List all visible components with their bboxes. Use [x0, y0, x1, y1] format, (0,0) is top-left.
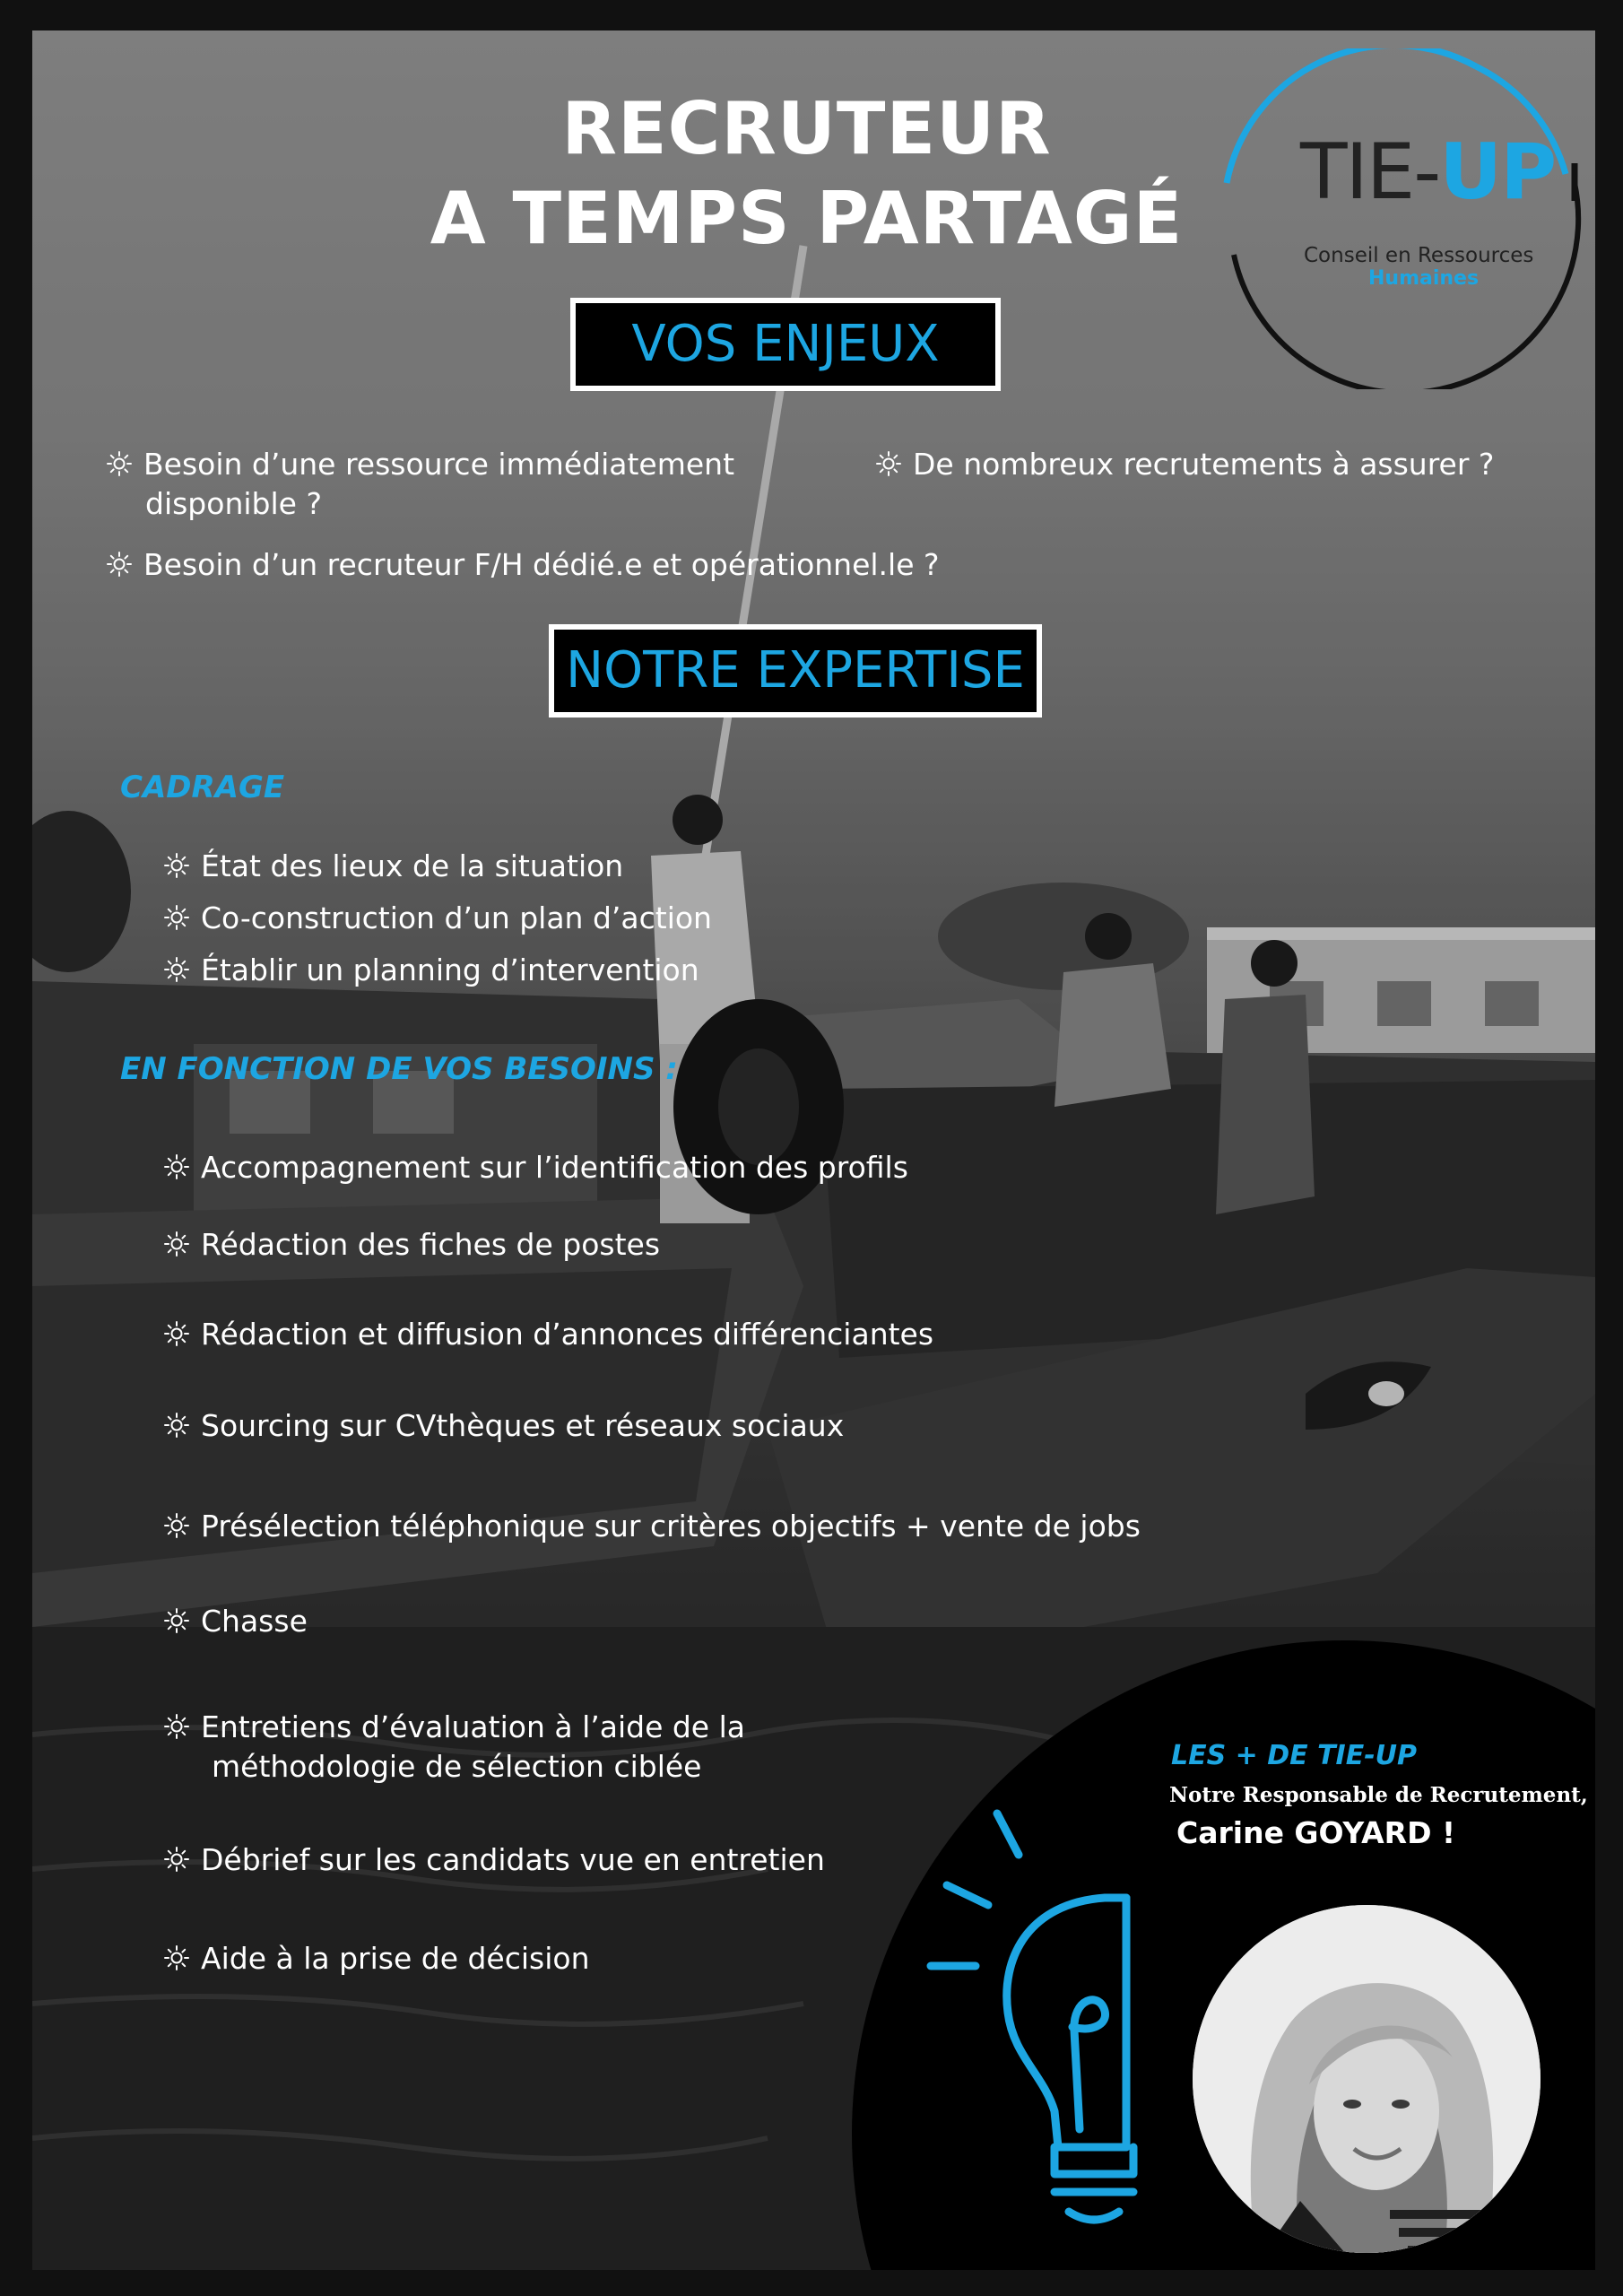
- cadrage-item-3-text: Établir un planning d’intervention: [201, 952, 699, 987]
- enjeux-item-3: [106, 545, 940, 585]
- besoins-title: EN FONCTION DE VOS BESOINS :: [120, 1051, 678, 1087]
- besoins-item-6-text: Chasse: [201, 1604, 308, 1639]
- besoins-item-3: [163, 1315, 933, 1354]
- besoins-item-4-text: Sourcing sur CVthèques et réseaux sociaux: [201, 1408, 845, 1443]
- responsible-label: Notre Responsable de Recrutement,: [1169, 1783, 1588, 1807]
- enjeux-item-1-cont: disponible ?: [145, 486, 322, 521]
- sun-icon: [106, 450, 133, 477]
- sun-icon: [163, 904, 190, 931]
- plus-title: LES + DE TIE-UP: [1171, 1740, 1417, 1771]
- lightbulb-icon: [920, 1806, 1207, 2237]
- besoins-item-7-cont: méthodologie de sélection ciblée: [212, 1749, 702, 1784]
- enjeux-item-2: [875, 445, 1494, 484]
- expertise-heading: NOTRE EXPERTISE: [549, 624, 1042, 718]
- logo-caption-1: Conseil en Ressources: [1304, 244, 1534, 267]
- logo-caption-2: Humaines: [1368, 267, 1480, 290]
- sun-icon: [106, 551, 133, 578]
- logo-brand-up: UP: [1439, 127, 1556, 217]
- sun-icon: [163, 1512, 190, 1539]
- avatar: [1193, 1905, 1541, 2253]
- besoins-item-5-text: Présélection téléphonique sur critères objectifs + vente de jobs: [201, 1509, 1141, 1544]
- logo-brand: [1300, 127, 1555, 217]
- sun-icon: [163, 1231, 190, 1257]
- besoins-item-1: [163, 1148, 908, 1187]
- cadrage-item-2: [163, 899, 712, 938]
- sun-icon: [163, 1320, 190, 1347]
- besoins-item-6: [163, 1602, 308, 1641]
- besoins-item-8: [163, 1840, 825, 1880]
- logo-ring: [1207, 48, 1595, 389]
- portrait-photo: [1193, 1905, 1541, 2253]
- besoins-item-7-text: Entretiens d’évaluation à l’aide de la: [201, 1709, 745, 1744]
- sun-icon: [163, 1944, 190, 1971]
- cadrage-title: CADRAGE: [120, 770, 285, 805]
- sun-icon: [163, 956, 190, 983]
- title-line-1: RECRUTEUR: [561, 87, 1052, 170]
- title-line-2: A TEMPS PARTAGÉ: [430, 177, 1184, 260]
- sun-icon: [163, 1713, 190, 1740]
- sun-icon: [163, 1412, 190, 1439]
- logo-brand-tie: TIE-: [1300, 127, 1440, 217]
- besoins-item-1-text: Accompagnement sur l’identification des profils: [201, 1150, 908, 1185]
- enjeux-item-2-text: De nombreux recrutements à assurer ?: [913, 447, 1495, 482]
- poster: [32, 30, 1595, 2270]
- cadrage-item-1: [163, 847, 623, 886]
- enjeux-item-1: [106, 445, 734, 484]
- sun-icon: [875, 450, 902, 477]
- besoins-item-2-text: Rédaction des fiches de postes: [201, 1227, 661, 1262]
- sun-icon: [163, 1846, 190, 1873]
- besoins-item-4: [163, 1406, 844, 1446]
- besoins-item-3-text: Rédaction et diffusion d’annonces différenciantes: [201, 1317, 934, 1352]
- cadrage-item-3: [163, 951, 699, 990]
- enjeux-heading: VOS ENJEUX: [570, 298, 1001, 391]
- besoins-item-2: [163, 1225, 660, 1265]
- sun-icon: [163, 852, 190, 879]
- tieup-logo: [1207, 48, 1595, 389]
- besoins-item-5: [163, 1507, 1141, 1546]
- besoins-item-9: [163, 1939, 590, 1979]
- cadrage-item-2-text: Co-construction d’un plan d’action: [201, 900, 712, 935]
- enjeux-item-3-text: Besoin d’un recruteur F/H dédié.e et opérationnel.le ?: [143, 547, 940, 582]
- cadrage-item-1-text: État des lieux de la situation: [201, 848, 624, 883]
- besoins-item-8-text: Débrief sur les candidats vue en entretien: [201, 1842, 825, 1877]
- sun-icon: [163, 1607, 190, 1634]
- enjeux-item-1-line-1: Besoin d’une ressource immédiatement: [143, 447, 735, 482]
- besoins-item-9-text: Aide à la prise de décision: [201, 1941, 590, 1976]
- besoins-item-7: [163, 1708, 745, 1747]
- sun-icon: [163, 1153, 190, 1180]
- responsible-name: Carine GOYARD !: [1176, 1815, 1456, 1850]
